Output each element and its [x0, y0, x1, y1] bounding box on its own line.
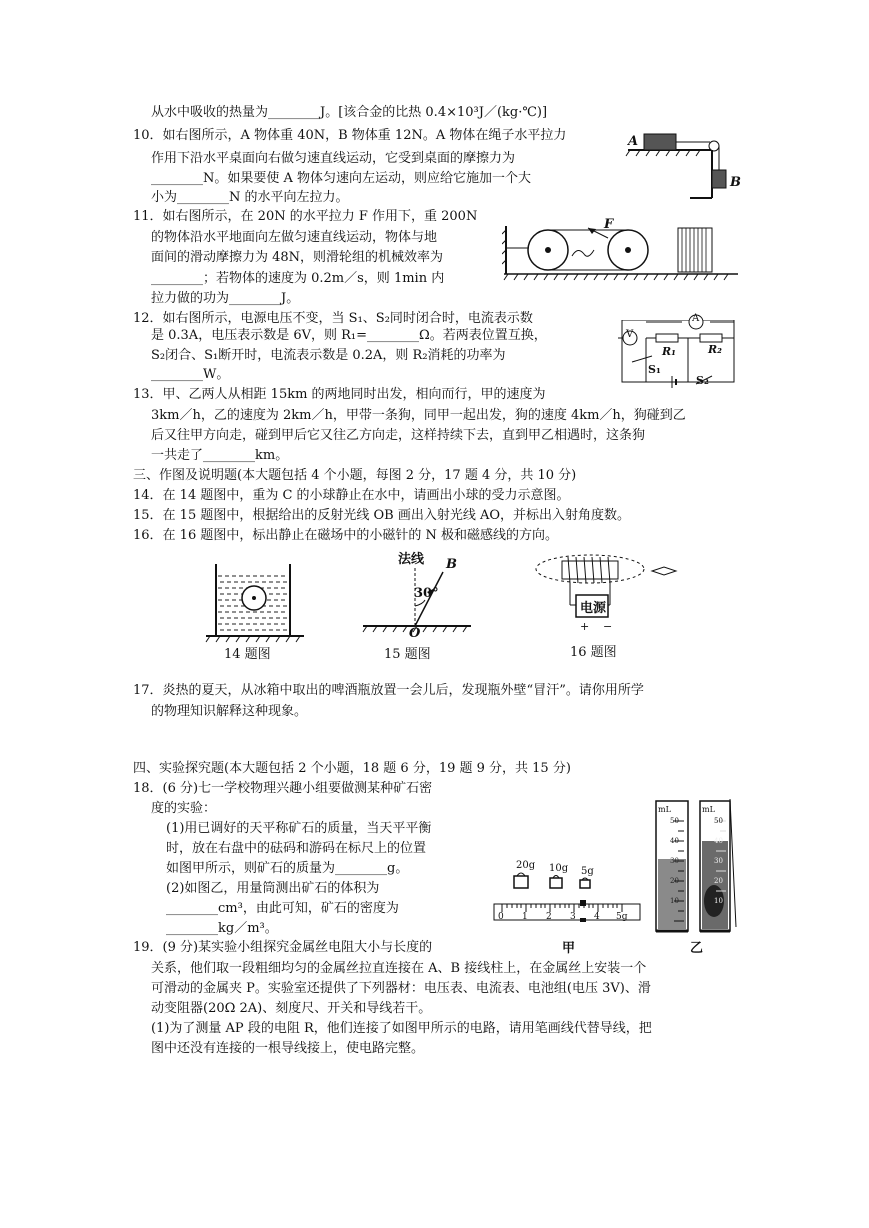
- q18-fig-jia-caption: 甲: [562, 941, 576, 956]
- q12-voltmeter-label: V: [626, 329, 634, 340]
- q18-scale-2: 2: [546, 912, 552, 922]
- q19-line-4: 动变阻器(20Ω 2A)、刻度尺、开关和导线若干。: [151, 1001, 432, 1016]
- fig15-b-label: B: [446, 557, 457, 572]
- fig16-plus-label: +: [580, 620, 590, 633]
- fig15-angle-label: 30°: [414, 586, 439, 601]
- q16-text: 16．在 16 题图中，标出静止在磁场中的小磁针的 N 极和磁感线的方向。: [133, 528, 558, 543]
- q12-r2-label: R₂: [708, 343, 722, 356]
- q11-line-1: 11．如右图所示，在 20N 的水平拉力 F 作用下，重 200N: [133, 209, 478, 224]
- q18-weight-10g: 10g: [549, 863, 569, 874]
- q12-r1-label: R₁: [662, 345, 676, 358]
- fig14-caption: 14 题图: [224, 647, 271, 662]
- q13-line-1: 13．甲、乙两人从相距 15km 的两地同时出发，相向而行，甲的速度为: [133, 387, 546, 402]
- q18-cylinder2-ml: mL: [702, 805, 715, 814]
- q18-cyl1-tick-20: 20: [670, 877, 679, 885]
- q18-cyl2-tick-40: 40: [714, 837, 723, 845]
- q18-scale-1: 1: [522, 912, 528, 922]
- q19-line-6: 图中还没有连接的一根导线接上，使电路完整。: [151, 1041, 425, 1056]
- q10-figure: [620, 128, 745, 208]
- q18-cyl1-tick-50: 50: [670, 817, 679, 825]
- q12-s1-label: S₁: [648, 363, 661, 376]
- q18-weight-20g: 20g: [516, 860, 536, 871]
- q12-line-1: 12．如右图所示，电源电压不变，当 S₁、S₂同时闭合时，电流表示数: [133, 311, 533, 326]
- q18-line-2: 度的实验：: [151, 801, 217, 816]
- q13-line-2: 3km／h，乙的速度为 2km／h，甲带一条狗，同甲一起出发，狗的速度 4km／h，狗碰到乙: [151, 408, 686, 423]
- q18-cyl1-tick-40: 40: [670, 837, 679, 845]
- q10-line-3: ________N。如果要使 A 物体匀速向左运动，则应给它施加一个大: [151, 171, 532, 186]
- q18-line-7: ________cm³，由此可知，矿石的密度为: [166, 901, 399, 916]
- fig16-caption: 16 题图: [570, 645, 617, 660]
- q10-line-4: 小为________N 的水平向左拉力。: [151, 190, 349, 205]
- section-3-heading: 三、作图及说明题(本大题包括 4 个小题，每图 2 分，17 题 4 分，共 10 分): [133, 468, 577, 483]
- q18-scale-5g: 5g: [616, 912, 628, 922]
- q18-scale-3: 3: [570, 912, 576, 922]
- q11-figure: [502, 216, 740, 282]
- q18-scale-4: 4: [594, 912, 600, 922]
- q11-line-4: ________；若物体的速度为 0.2m／s，则 1min 内: [151, 271, 445, 286]
- q18-fig-yi-caption: 乙: [690, 941, 704, 956]
- q18-line-8: ________kg／m³。: [166, 921, 278, 936]
- q19-line-3: 可滑动的金属夹 P。实验室还提供了下列器材：电压表、电流表、电池组(电压 3V)、滑: [151, 981, 651, 996]
- fig15-normal-label: 法线: [398, 552, 425, 567]
- q19-line-1: 19．(9 分)某实验小组探究金属丝电阻大小与长度的: [133, 940, 433, 955]
- q18-line-3: (1)用已调好的天平称矿石的质量，当天平平衡: [166, 821, 432, 836]
- q18-cyl2-tick-10: 10: [714, 897, 723, 905]
- q13-line-4: 一共走了________km。: [151, 448, 289, 463]
- q18-line-4: 时，放在右盘中的砝码和游码在标尺上的位置: [166, 841, 427, 856]
- q19-line-5: (1)为了测量 AP 段的电阻 R，他们连接了如图甲所示的电路，请用笔画线代替导线，把: [151, 1021, 652, 1036]
- q10-label-b: B: [730, 175, 741, 190]
- q11-label-f: F: [604, 217, 614, 232]
- q10-label-a: A: [628, 134, 639, 149]
- q18-cyl1-tick-10: 10: [670, 897, 679, 905]
- q17-line-2: 的物理知识解释这种现象。: [151, 704, 308, 719]
- section-4-heading: 四、实验探究题(本大题包括 2 个小题，18 题 6 分，19 题 9 分，共 15 分): [133, 761, 571, 776]
- q18-cylinder1-ml: mL: [658, 805, 671, 814]
- fig16-power-label: 电源: [580, 601, 607, 616]
- q12-line-3: S₂闭合、S₁断开时，电流表示数是 0.2A，则 R₂消耗的功率为: [151, 348, 506, 363]
- fig14-water-beaker: [200, 560, 310, 646]
- q12-line-2: 是 0.3A，电压表示数是 6V，则 R₁=________Ω。若两表位置互换，: [151, 328, 547, 343]
- fig15-o-label: O: [409, 626, 421, 641]
- q18-line-5: 如图甲所示，则矿石的质量为________g。: [166, 861, 409, 876]
- q18-cyl1-tick-30: 30: [670, 857, 679, 865]
- q18-weight-5g: 5g: [581, 866, 594, 877]
- q18-line-1: 18．(6 分)七一学校物理兴趣小组要做测某种矿石密: [133, 781, 433, 796]
- q18-line-6: (2)如图乙，用量筒测出矿石的体积为: [166, 881, 380, 896]
- q9-tail-text: 从水中吸收的热量为________J。[该合金的比热 0.4×10³J／(kg·℃)]: [151, 105, 548, 120]
- q11-line-2: 的物体沿水平地面向左做匀速直线运动，物体与地: [151, 230, 438, 245]
- fig15-caption: 15 题图: [384, 647, 431, 662]
- q15-text: 15．在 15 题图中，根据给出的反射光线 OB 画出入射光线 AO，并标出入射角度数。: [133, 508, 631, 523]
- q19-line-2: 关系，他们取一段粗细均匀的金属丝拉直连接在 A、B 接线柱上，在金属丝上安装一个: [151, 961, 647, 976]
- q18-cyl2-tick-50: 50: [714, 817, 723, 825]
- q18-scale-0: 0: [498, 912, 504, 922]
- q10-line-1: 10．如右图所示，A 物体重 40N，B 物体重 12N。A 物体在绳子水平拉力: [133, 128, 567, 143]
- q11-line-3: 面间的滑动摩擦力为 48N，则滑轮组的机械效率为: [151, 250, 444, 265]
- q12-ammeter-label: A: [692, 313, 700, 324]
- q12-line-4: ________W。: [151, 367, 230, 382]
- q11-line-5: 拉力做的功为________J。: [151, 291, 300, 306]
- q18-cyl2-tick-20: 20: [714, 877, 723, 885]
- q12-s2-label: S₂: [696, 374, 709, 387]
- q18-cyl2-tick-30: 30: [714, 857, 723, 865]
- q18-fig-yi-cylinders: [650, 797, 745, 939]
- q10-line-2: 作用下沿水平桌面向右做匀速直线运动，它受到桌面的摩擦力为: [151, 151, 516, 166]
- q14-text: 14．在 14 题图中，重为 C 的小球静止在水中，请画出小球的受力示意图。: [133, 488, 570, 503]
- fig16-minus-label: −: [603, 620, 613, 633]
- q13-line-3: 后又往甲方向走，碰到甲后它又往乙方向走，这样持续下去，直到甲乙相遇时，这条狗: [151, 428, 646, 443]
- q17-line-1: 17．炎热的夏天，从冰箱中取出的啤酒瓶放置一会儿后，发现瓶外壁“冒汗”。请你用所学: [133, 683, 644, 698]
